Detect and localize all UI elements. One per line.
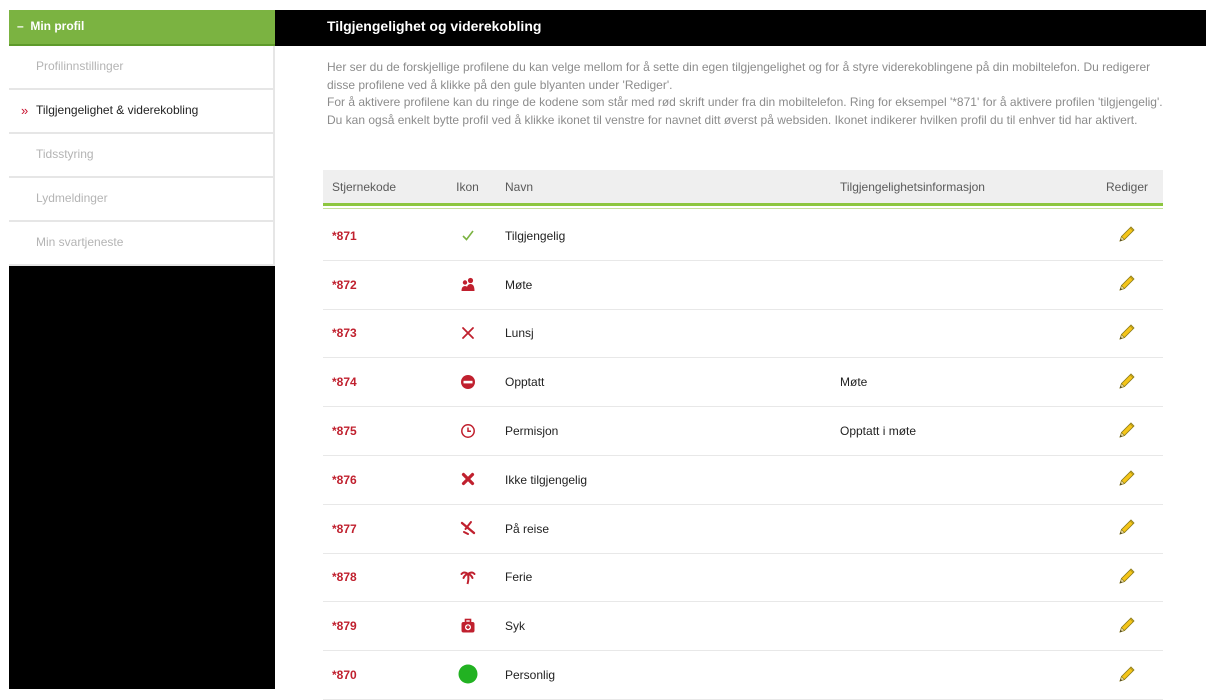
profile-name: På reise [505, 521, 550, 536]
edit-pencil-icon[interactable] [1117, 468, 1137, 488]
table-row [323, 602, 1163, 651]
medical-kit-icon [458, 616, 478, 636]
sidebar-item-label: Profilinnstillinger [36, 59, 124, 73]
table-row [323, 456, 1163, 505]
edit-pencil-icon[interactable] [1117, 420, 1137, 440]
table-row [323, 505, 1163, 554]
sidebar-item-lydmeldinger[interactable] [9, 178, 275, 222]
airplane-icon [458, 518, 478, 538]
profile-name: Personlig [505, 668, 556, 683]
green-circle-icon [458, 664, 478, 684]
active-arrow-icon: » [21, 103, 29, 118]
sidebar-item-label: Lydmeldinger [36, 191, 108, 205]
table-row [323, 554, 1163, 603]
sidebar-item-label: Min svartjeneste [36, 235, 124, 249]
table-row [323, 407, 1163, 456]
profile-name: Lunsj [505, 326, 534, 341]
checkmark-icon [458, 225, 478, 245]
sidebar-menu [9, 46, 275, 266]
star-code: *879 [332, 619, 357, 634]
star-code: *877 [332, 521, 357, 536]
no-entry-icon [458, 372, 478, 392]
table-body [323, 212, 1163, 700]
sidebar-item-profilinnstillinger[interactable] [9, 46, 275, 90]
clock-icon [458, 421, 478, 441]
profile-name: Permisjon [505, 424, 559, 439]
fork-knife-icon [458, 323, 478, 343]
star-code: *870 [332, 668, 357, 683]
table-row [323, 261, 1163, 310]
sidebar-header-label: Min profil [30, 19, 85, 33]
profile-name: Syk [505, 619, 526, 634]
star-code: *871 [332, 228, 357, 243]
star-code: *875 [332, 424, 357, 439]
star-code: *874 [332, 375, 357, 390]
star-code: *872 [332, 277, 357, 292]
edit-pencil-icon[interactable] [1117, 371, 1137, 391]
table-row [323, 358, 1163, 407]
edit-pencil-icon[interactable] [1117, 664, 1137, 684]
availability-info: Møte [840, 375, 868, 390]
palm-tree-icon [458, 567, 478, 587]
table-row [323, 651, 1163, 700]
profile-name: Ikke tilgjengelig [505, 472, 588, 487]
sidebar-item-label: Tilgjengelighet & viderekobling [36, 103, 199, 117]
edit-pencil-icon[interactable] [1117, 224, 1137, 244]
x-icon [458, 469, 478, 489]
sidebar-item-min-svartjeneste[interactable] [9, 222, 275, 266]
sidebar [9, 10, 275, 689]
header-code: Stjernekode [332, 179, 397, 194]
table-row [323, 212, 1163, 261]
star-code: *876 [332, 472, 357, 487]
meeting-people-icon [458, 274, 478, 294]
page-title: Tilgjengelighet og viderekobling [327, 18, 542, 34]
star-code: *873 [332, 326, 357, 341]
profiles-table [323, 170, 1163, 700]
header-icon: Ikon [456, 179, 479, 194]
edit-pencil-icon[interactable] [1117, 566, 1137, 586]
intro-paragraph-1: Her ser du de forskjellige profilene du kan velge mellom for å sette din egen tilgjengelighet og for å styre viderekoblingene på din mobiltelefon. Du redigerer disse profilene ved å klikke på den gule blyanten under 'Rediger'. [327, 60, 1151, 92]
profile-name: Opptatt [505, 375, 545, 390]
table-header [323, 170, 1163, 206]
intro-paragraph-2: For å aktivere profilene kan du ringe de kodene som står med rød skrift under fra din mobiltelefon. Ring for eksempel '*871' for å aktivere profilen 'tilgjengelig'. Du kan også enkelt bytte profil ved å klikke ikonet til venstre for navnet ditt øverst på websiden. Ikonet indikerer hvilken profil du til enhver tid har aktivert. [327, 95, 1163, 127]
page-title-bar [275, 10, 1206, 46]
availability-info: Opptatt i møte [840, 424, 917, 439]
profile-name: Tilgjengelig [505, 228, 566, 243]
profile-name: Ferie [505, 570, 533, 585]
sidebar-header[interactable] [9, 10, 275, 46]
header-info: Tilgjengelighetsinformasjon [840, 179, 985, 194]
edit-pencil-icon[interactable] [1117, 322, 1137, 342]
edit-pencil-icon[interactable] [1117, 273, 1137, 293]
table-row [323, 310, 1163, 359]
intro-text [327, 59, 1177, 129]
edit-pencil-icon[interactable] [1117, 517, 1137, 537]
header-edit: Rediger [1105, 179, 1149, 194]
sidebar-item-label: Tidsstyring [36, 147, 94, 161]
sidebar-item-tidsstyring[interactable] [9, 134, 275, 178]
profile-name: Møte [505, 277, 533, 292]
star-code: *878 [332, 570, 357, 585]
collapse-icon[interactable]: – [17, 19, 24, 33]
header-name: Navn [505, 179, 534, 194]
edit-pencil-icon[interactable] [1117, 615, 1137, 635]
sidebar-item-tilgjengelighet-viderekobling[interactable] [9, 90, 275, 134]
